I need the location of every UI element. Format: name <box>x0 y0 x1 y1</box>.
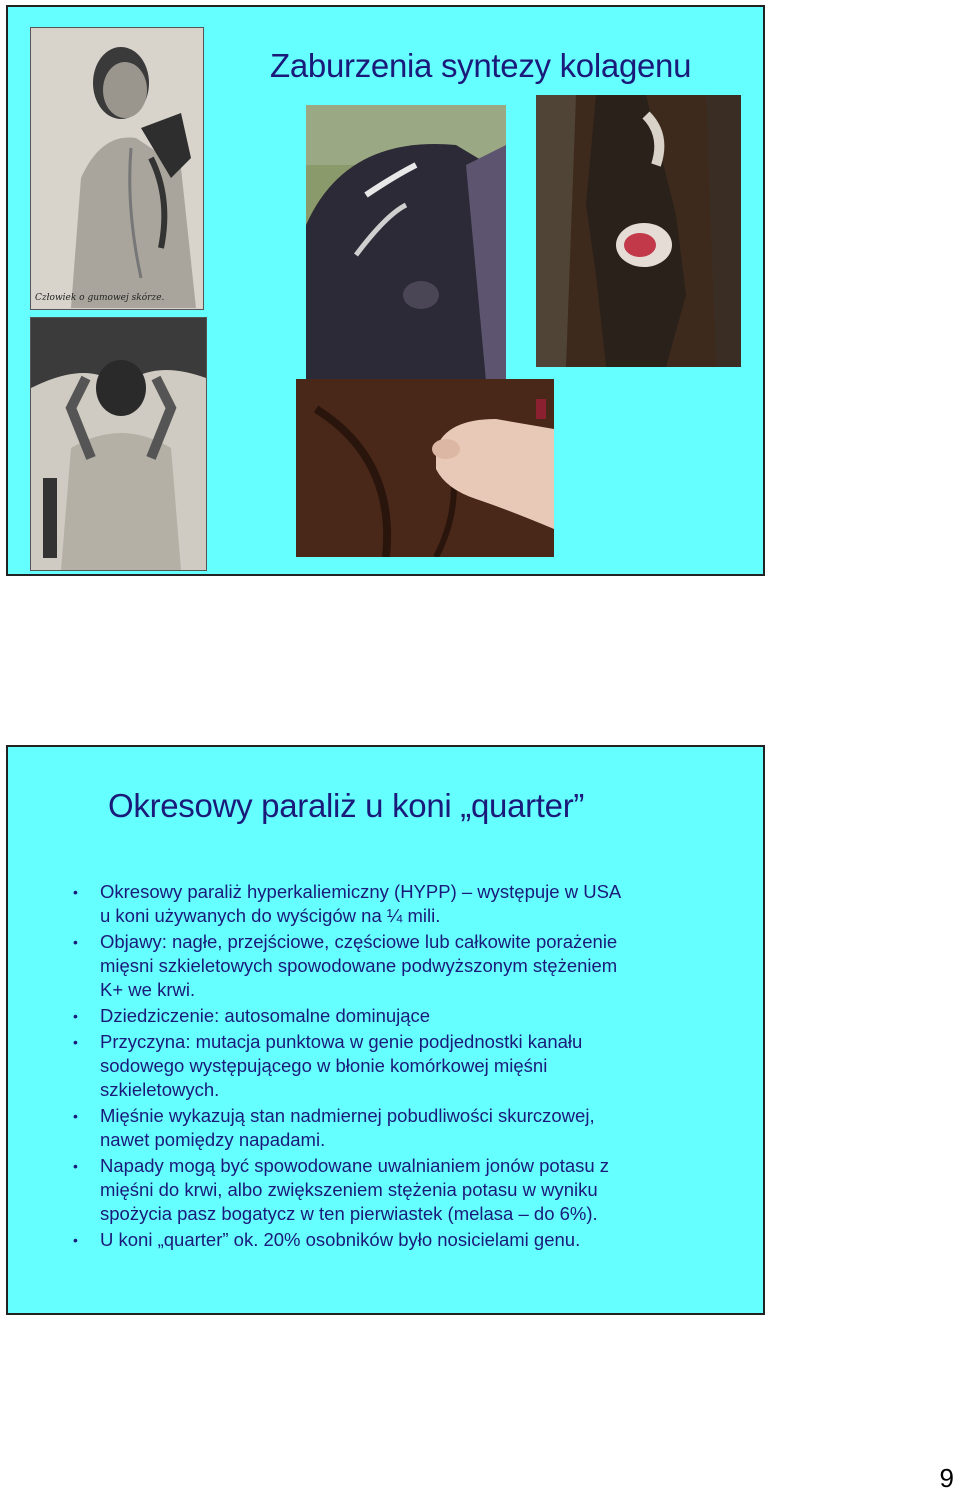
bullet-item: • Objawy: nagłe, przejściowe, częściowe lub całkowite porażenie mięsni szkieletowych spowodowane podwyższonym stężeniem K+ we krwi. <box>70 930 740 1002</box>
bullet-list <box>70 880 740 1254</box>
bullet-item: • U koni „quarter” ok. 20% osobników było nosicielami genu. <box>70 1228 740 1252</box>
slide-title: Zaburzenia syntezy kolagenu <box>270 47 692 84</box>
bullet-item: • Okresowy paraliż hyperkaliemiczny (HYPP) – występuje w USA u koni używanych do wyścigów na ¼ mili. <box>70 880 740 928</box>
slide-hypp <box>6 745 765 1315</box>
photo-horse-leg-wound <box>536 95 741 367</box>
bullet-item: • Przyczyna: mutacja punktowa w genie podjednostki kanału sodowego występującego w błonie komórkowej mięśni szkieletowych. <box>70 1030 740 1102</box>
page-number: 9 <box>939 1463 954 1493</box>
bullet-item: • Dziedziczenie: autosomalne dominujące <box>70 1004 740 1028</box>
bullet-item: • Napady mogą być spowodowane uwalnianiem jonów potasu z mięśni do krwi, albo zwiększeniem stężenia potasu w wyniku spożycia pasz bogatycz w ten pierwiastek (melasa – do 6%). <box>70 1154 740 1226</box>
photo-man-stretching-skin <box>30 27 204 310</box>
photo-man-back <box>30 317 207 571</box>
slide-collagen <box>6 5 765 576</box>
photo-caption: Człowiek o gumowej skórze. <box>35 293 165 303</box>
slide-title: Okresowy paraliż u koni „quarter” <box>108 787 585 824</box>
photo-horse-back <box>306 105 506 381</box>
photo-horse-skin-pinch <box>296 379 554 557</box>
bullet-item: • Mięśnie wykazują stan nadmiernej pobudliwości skurczowej, nawet pomiędzy napadami. <box>70 1104 740 1152</box>
